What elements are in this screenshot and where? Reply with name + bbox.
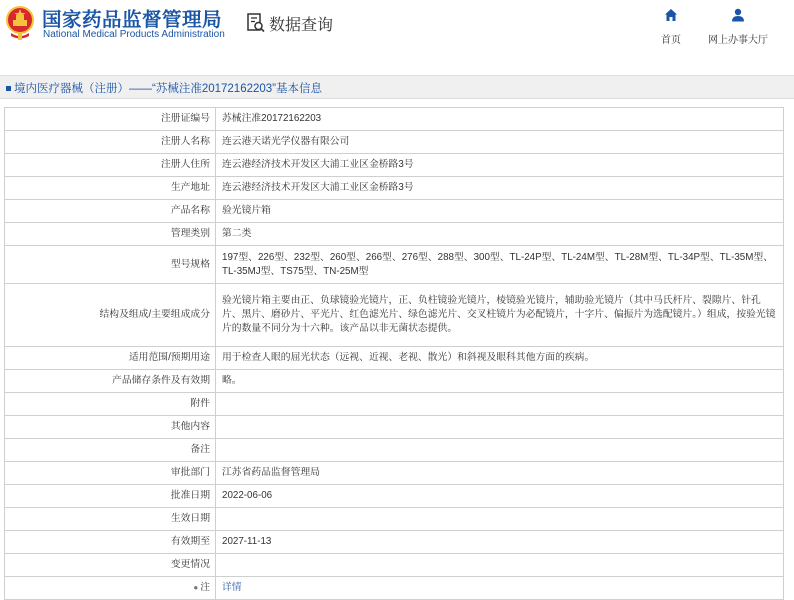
field-label-text: 产品名称 bbox=[170, 205, 210, 216]
national-emblem-icon bbox=[5, 5, 35, 41]
field-value bbox=[216, 485, 784, 508]
table-row bbox=[5, 108, 784, 131]
home-icon bbox=[664, 8, 678, 22]
field-label-text: 批准日期 bbox=[170, 490, 210, 501]
table-row bbox=[5, 370, 784, 393]
field-value-text: 连云港经济技术开发区大浦工业区金桥路3号 bbox=[222, 182, 414, 193]
field-label bbox=[5, 108, 216, 131]
field-label bbox=[5, 246, 216, 284]
field-label bbox=[5, 439, 216, 462]
field-label bbox=[5, 131, 216, 154]
field-label-text: 有效期至 bbox=[170, 536, 210, 547]
data-query-label: 数据查询 bbox=[269, 16, 334, 34]
field-label bbox=[5, 200, 216, 223]
site-subtitle: National Medical Products Administration bbox=[43, 29, 225, 40]
field-label bbox=[5, 462, 216, 485]
table-row bbox=[5, 284, 784, 347]
field-label-text: 注册人名称 bbox=[161, 136, 210, 147]
field-value bbox=[216, 439, 784, 462]
field-label-text: 其他内容 bbox=[170, 421, 210, 432]
nav-online-service[interactable] bbox=[704, 8, 772, 46]
field-value bbox=[216, 554, 784, 577]
nav-home-label: 首页 bbox=[661, 35, 681, 46]
field-label bbox=[5, 554, 216, 577]
table-row bbox=[5, 393, 784, 416]
field-value bbox=[216, 393, 784, 416]
field-label-text: 备注 bbox=[190, 444, 210, 455]
field-label-text: 管理类别 bbox=[170, 228, 210, 239]
table-row bbox=[5, 462, 784, 485]
field-value-text: 江苏省药品监督管理局 bbox=[222, 467, 320, 478]
field-value bbox=[216, 177, 784, 200]
field-value-text: 验光镜片箱主要由正、负球镜验光镜片，正、负柱镜验光镜片，棱镜验光镜片，辅助验光镜片（其中马氏杆片、裂隙片、针孔片、黑片、磨砂片、平光片、红色滤光片、绿色滤光片、交叉柱镜片为必配镜片，十字片、偏振片为选配镜片。）组成，按验光镜片的数量不同分为十六种。该产品以非无菌状态提供。 bbox=[222, 295, 776, 334]
pin-icon: ● bbox=[193, 583, 199, 592]
table-row bbox=[5, 485, 784, 508]
field-label bbox=[5, 223, 216, 246]
field-value bbox=[216, 531, 784, 554]
field-value bbox=[216, 131, 784, 154]
table-row bbox=[5, 154, 784, 177]
table-row bbox=[5, 554, 784, 577]
field-value bbox=[216, 577, 784, 600]
field-label-text: 注 bbox=[200, 582, 210, 593]
field-value-text: 2027-11-13 bbox=[222, 536, 272, 547]
field-value-text: 2022-06-06 bbox=[222, 490, 273, 501]
field-label bbox=[5, 284, 216, 347]
field-value-text: 连云港天诺光学仪器有限公司 bbox=[222, 136, 350, 147]
breadcrumb-bar bbox=[0, 75, 794, 99]
field-label-text: 生效日期 bbox=[170, 513, 210, 524]
field-label-text: 附件 bbox=[190, 398, 210, 409]
table-row bbox=[5, 246, 784, 284]
nav-online-label: 网上办事大厅 bbox=[708, 35, 768, 46]
table-row bbox=[5, 223, 784, 246]
field-value bbox=[216, 416, 784, 439]
table-row bbox=[5, 508, 784, 531]
table-row bbox=[5, 439, 784, 462]
field-value-text: 第二类 bbox=[222, 228, 252, 239]
field-value-text: 略。 bbox=[222, 375, 242, 386]
breadcrumb bbox=[6, 80, 322, 96]
info-table bbox=[4, 107, 784, 600]
bullet-icon bbox=[6, 86, 11, 91]
table-row bbox=[5, 416, 784, 439]
field-value bbox=[216, 347, 784, 370]
table-row bbox=[5, 347, 784, 370]
site-header bbox=[0, 0, 794, 58]
table-row bbox=[5, 200, 784, 223]
field-value bbox=[216, 223, 784, 246]
field-label bbox=[5, 370, 216, 393]
user-icon bbox=[731, 8, 745, 22]
nav-home[interactable] bbox=[658, 8, 684, 46]
field-label bbox=[5, 508, 216, 531]
field-value bbox=[216, 200, 784, 223]
field-label bbox=[5, 347, 216, 370]
site-title: 国家药品监督管理局 bbox=[42, 9, 223, 31]
field-value-text: 苏械注准20172162203 bbox=[222, 113, 322, 124]
details-link[interactable]: 详情 bbox=[222, 582, 242, 593]
field-label-text: 产品储存条件及有效期 bbox=[112, 375, 210, 386]
field-label-text: 变更情况 bbox=[170, 559, 210, 570]
field-value bbox=[216, 284, 784, 347]
field-value bbox=[216, 508, 784, 531]
field-value bbox=[216, 154, 784, 177]
field-value-text: 连云港经济技术开发区大浦工业区金桥路3号 bbox=[222, 159, 414, 170]
field-label bbox=[5, 177, 216, 200]
field-label bbox=[5, 531, 216, 554]
field-label bbox=[5, 393, 216, 416]
field-value bbox=[216, 108, 784, 131]
field-label bbox=[5, 416, 216, 439]
field-value bbox=[216, 246, 784, 284]
field-label-text: 审批部门 bbox=[170, 467, 210, 478]
breadcrumb-text: 境内医疗器械（注册）——“苏械注准20172162203”基本信息 bbox=[14, 83, 323, 95]
table-row bbox=[5, 131, 784, 154]
field-label-text: 生产地址 bbox=[170, 182, 210, 193]
table-row bbox=[5, 177, 784, 200]
field-value bbox=[216, 462, 784, 485]
field-label bbox=[5, 577, 216, 600]
field-label bbox=[5, 154, 216, 177]
field-label-text: 注册人住所 bbox=[161, 159, 210, 170]
data-query-title bbox=[247, 11, 333, 35]
table-row bbox=[5, 577, 784, 600]
field-label bbox=[5, 485, 216, 508]
field-value-text: 197型、226型、232型、260型、266型、276型、288型、300型、TL-24P型、TL-24M型、TL-28M型、TL-34P型、TL-35M型、TL-35MJ型、TS75型、TN-25M型 bbox=[222, 251, 773, 277]
field-label-text: 适用范围/预期用途 bbox=[128, 352, 210, 363]
field-value-text: 用于检查人眼的屈光状态（远视、近视、老视、散光）和斜视及眼科其他方面的疾病。 bbox=[222, 352, 595, 363]
field-value-text: 验光镜片箱 bbox=[222, 205, 271, 216]
field-label-text: 型号规格 bbox=[170, 258, 210, 270]
field-value bbox=[216, 370, 784, 393]
field-label-text: 注册证编号 bbox=[161, 113, 210, 124]
table-row bbox=[5, 531, 784, 554]
field-label-text: 结构及组成/主要组成成分 bbox=[99, 309, 210, 320]
document-search-icon bbox=[247, 13, 265, 33]
